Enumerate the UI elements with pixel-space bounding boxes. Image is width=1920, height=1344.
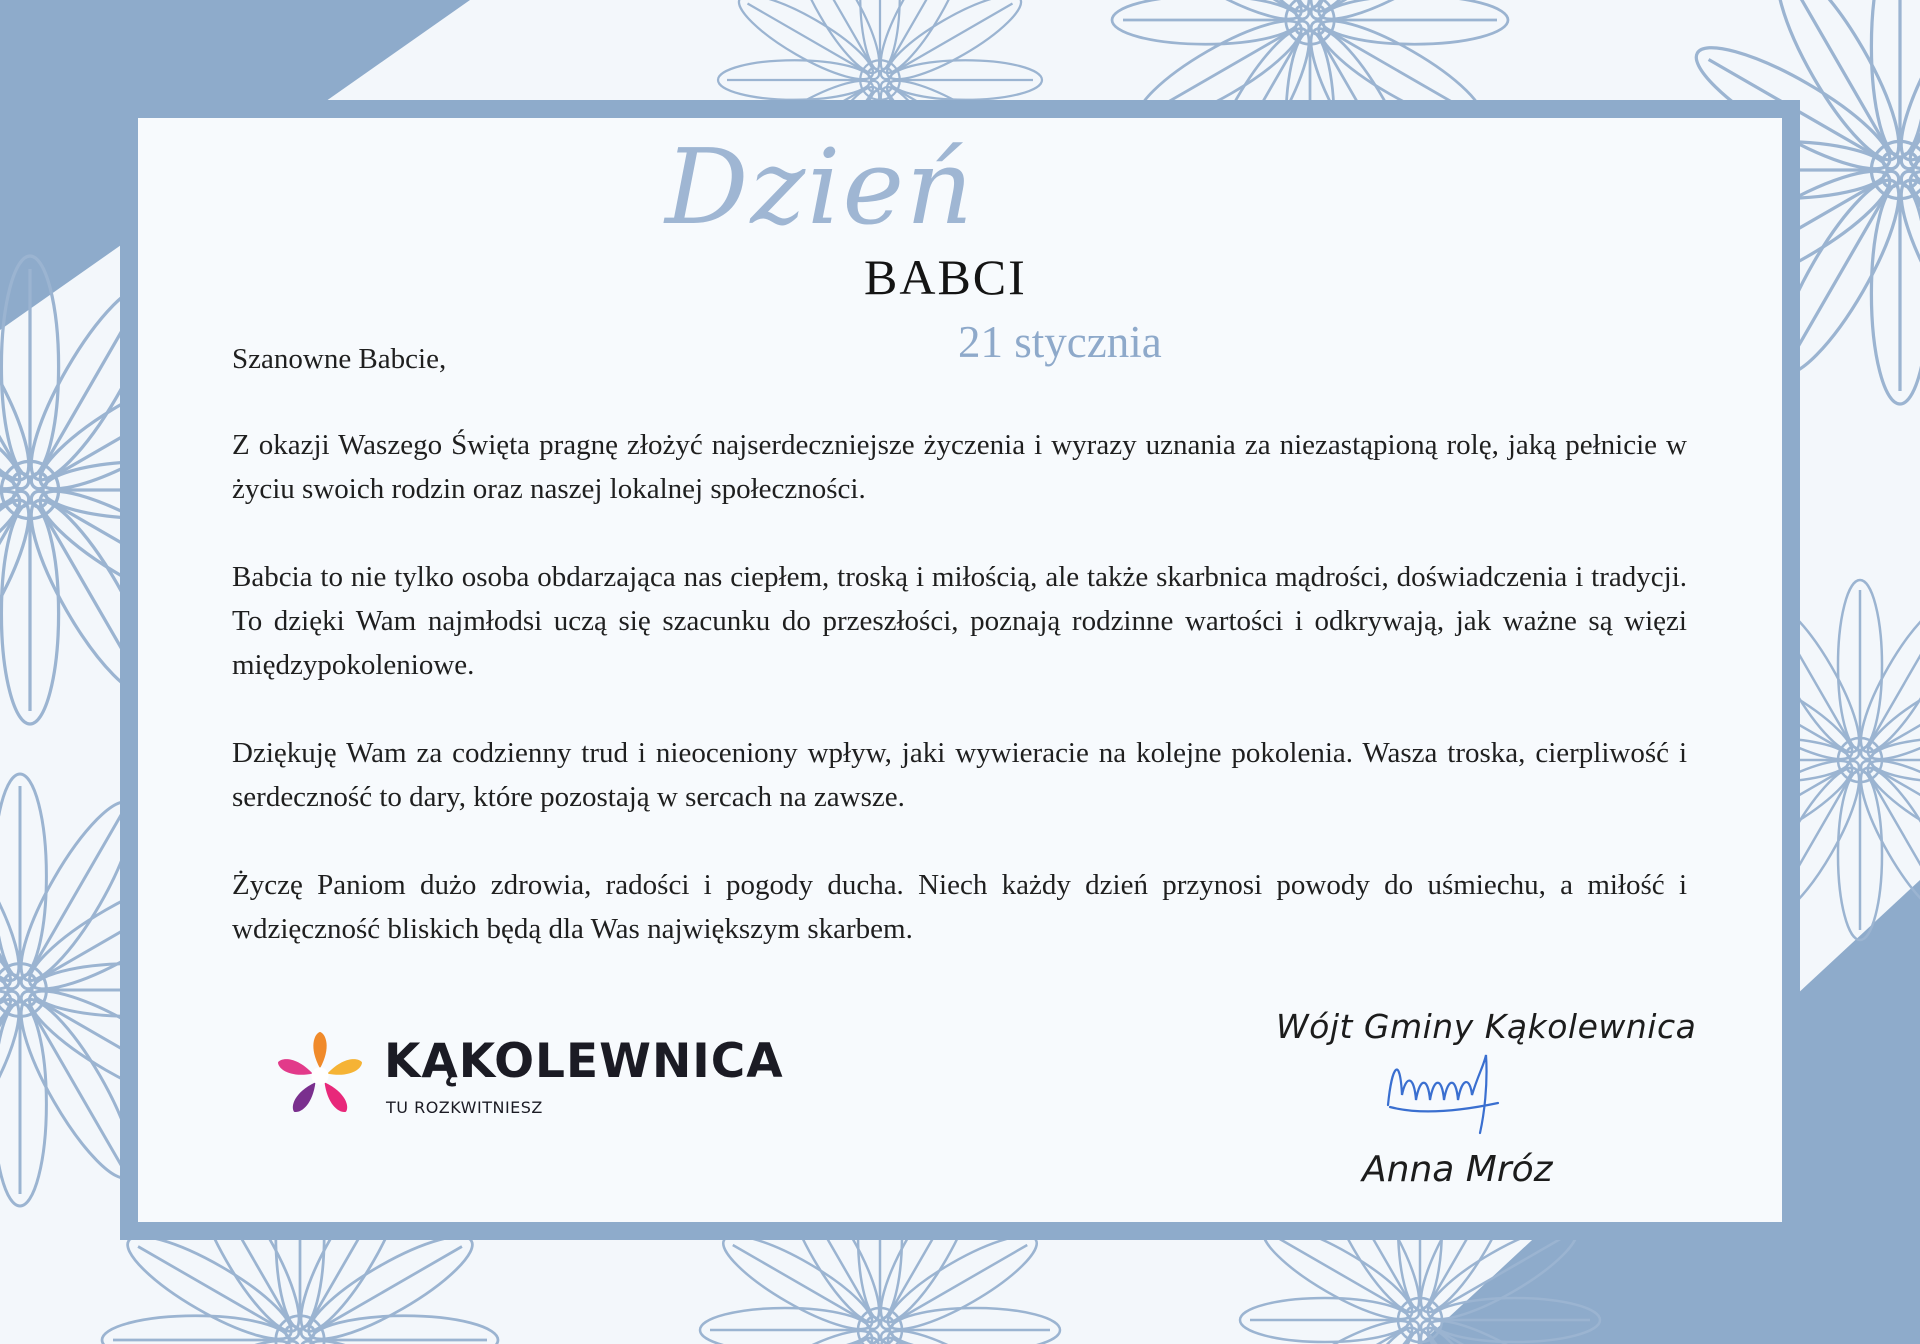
flower-logo-icon — [272, 1028, 368, 1124]
signature-name: Anna Mróz — [1362, 1149, 1553, 1190]
letter-body — [232, 423, 1687, 995]
municipality-logo — [272, 1028, 792, 1128]
page-title: BABCI — [864, 249, 1027, 305]
letter-paragraph: Dziękuję Wam za codzienny trud i nieoceniony wpływ, jaki wywieracie na kolejne pokolenia. Wasza troska, cierpliwość i serdeczność to dary, które pozostają w sercach na zawsze. — [232, 737, 1687, 813]
letter-greeting: Szanowne Babcie, — [232, 343, 447, 375]
title-date: 21 stycznia — [958, 317, 1162, 367]
handwritten-signature — [1380, 1045, 1520, 1135]
signature-title: Wójt Gminy Kąkolewnica — [1276, 1007, 1697, 1046]
letter-paragraph: Z okazji Waszego Święta pragnę złożyć najserdeczniejsze życzenia i wyrazy uznania za niezastąpioną rolę, jaką pełnicie w życiu swoich rodzin oraz naszej lokalnej społeczności. — [232, 429, 1687, 505]
title-script: Dzień — [665, 126, 975, 248]
logo-name: KĄKOLEWNICA — [384, 1034, 784, 1089]
logo-tagline: TU ROZKWITNIESZ — [386, 1098, 543, 1117]
letter-paragraph: Życzę Paniom dużo zdrowia, radości i pogody ducha. Niech każdy dzień przynosi powody do uśmiechu, a miłość i wdzięczność bliskich będą dla Was największym skarbem. — [232, 869, 1687, 945]
letter-paragraph: Babcia to nie tylko osoba obdarzająca nas ciepłem, troską i miłością, ale także skarbnica mądrości, doświadczenia i tradycji. To dzięki Wam najmłodsi uczą się szacunku do przeszłości, poznają rodzinne wartości i odkrywają, jak ważne są więzi międzypokoleniowe. — [232, 561, 1687, 681]
